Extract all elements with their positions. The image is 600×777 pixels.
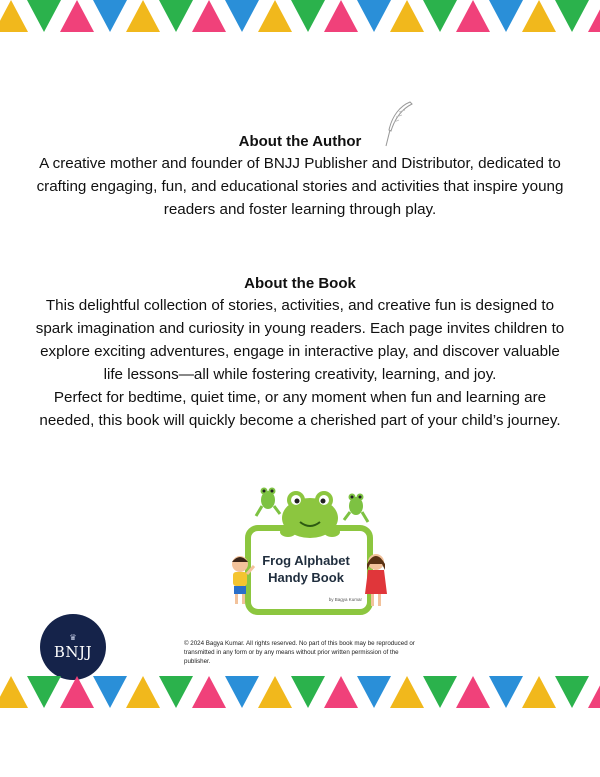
bunting-triangle [27,676,61,708]
copyright-notice: © 2024 Bagya Kumar. All rights reserved. No part of this book may be reproduced or transmitted in any form or by any means without prior written permission of the publisher. [184,640,415,665]
bunting-triangle [555,0,589,32]
bunting-triangle [357,676,391,708]
bunting-triangle [258,0,292,32]
bottom-bunting-border [0,676,600,708]
bunting-triangle [291,676,325,708]
bunting-triangle [159,676,193,708]
bunting-triangle [60,676,94,708]
bunting-triangle [0,0,28,32]
about-author-text: A creative mother and founder of BNJJ Publisher and Distributor, dedicated to crafting engaging, fun, and educational stories and activities that inspire young readers and foster learning through play. [36,155,564,218]
bunting-triangle [456,676,490,708]
bunting-triangle [522,676,556,708]
bunting-triangle [126,676,160,708]
about-book-section [30,274,570,432]
bunting-triangle [126,0,160,32]
about-book-heading: About the Book [244,275,356,292]
about-book-paragraph-1: This delightful collection of stories, activities, and creative fun is designed to spark imagination and curiosity in young readers. Each page invites children to explore exciting adventures, engage in interactive play, and discover valuable life lessons—all while fostering creativity, learning, and joy. [35,297,565,383]
bunting-triangle [522,0,556,32]
bunting-triangle [225,676,259,708]
bunting-triangle [192,0,226,32]
about-author-heading: About the Author [238,133,362,150]
bunting-triangle [60,0,94,32]
bunting-triangle [93,0,127,32]
bunting-triangle [0,676,28,708]
about-author-section [30,132,570,221]
bunting-triangle [390,0,424,32]
bunting-triangle [390,676,424,708]
top-bunting-border [0,0,600,32]
logo-text: BNJJ [53,642,93,661]
bunting-triangle [588,0,600,32]
bunting-triangle [489,0,523,32]
cover-title-line-2: Handy Book [268,570,344,585]
bunting-triangle [258,676,292,708]
cover-author: by Bagya Kumar [328,597,362,602]
bunting-triangle [324,0,358,32]
bunting-triangle [225,0,259,32]
bunting-triangle [93,676,127,708]
bunting-triangle [192,676,226,708]
bunting-triangle [357,0,391,32]
bunting-triangle [423,0,457,32]
bunting-triangle [159,0,193,32]
bunting-triangle [489,676,523,708]
bunting-triangle [291,0,325,32]
cover-title [251,552,361,586]
cover-title-line-1: Frog Alphabet [262,553,350,568]
bunting-triangle [27,0,61,32]
bunting-triangle [555,676,589,708]
crown-icon: ♛ [69,632,77,642]
bunting-triangle [588,676,600,708]
bunting-triangle [456,0,490,32]
bunting-triangle [423,676,457,708]
publisher-logo [40,614,106,680]
bunting-triangle [324,676,358,708]
about-book-paragraph-2: Perfect for bedtime, quiet time, or any moment when fun and learning are needed, this book will quickly become a cherished part of your child’s journey. [39,389,561,429]
